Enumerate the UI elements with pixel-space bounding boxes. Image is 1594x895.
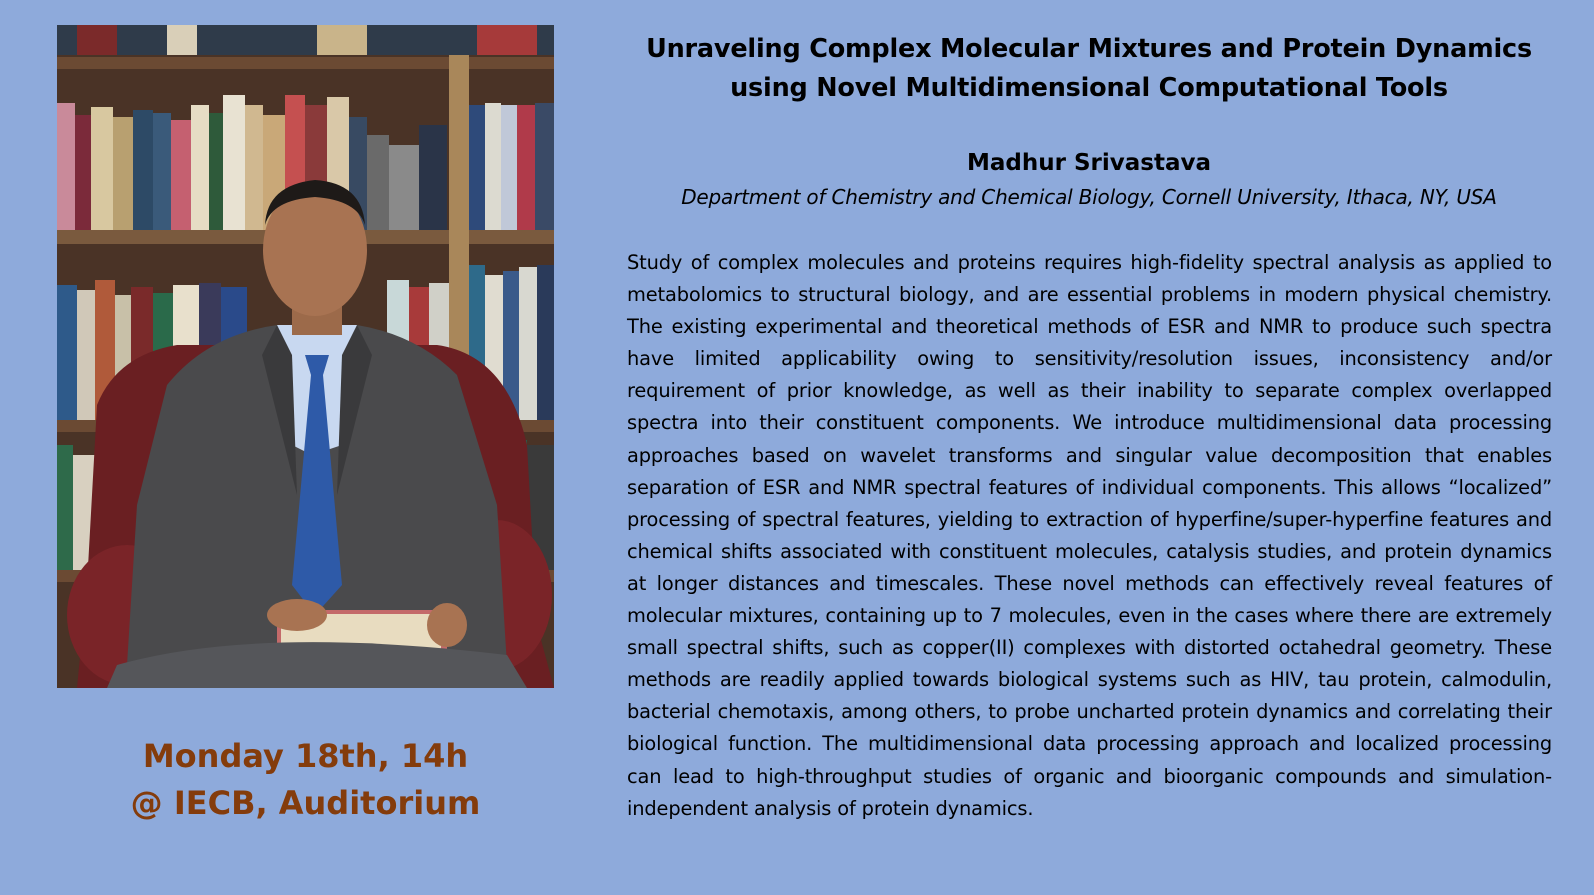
event-date-time: Monday 18th, 14h xyxy=(142,737,469,775)
talk-title-line-1: Unraveling Complex Molecular Mixtures and Protein Dynamics xyxy=(646,34,1532,64)
event-location: @ IECB, Auditorium xyxy=(130,784,481,822)
event-info xyxy=(57,733,554,827)
talk-title xyxy=(612,30,1566,108)
talk-title-line-2: using Novel Multidimensional Computational Tools xyxy=(730,73,1448,103)
speaker-photo xyxy=(57,25,554,688)
abstract-text: Study of complex molecules and proteins requires high-fidelity spectral analysis as applied to metabolomics to structural biology, and are essential problems in modern physical chemistry. The existing experimental and theoretical methods of ESR and NMR to produce such spectra have limited applicability owing to sensitivity/resolution issues, inconsistency and/or requirement of prior knowledge, as well as their inability to separate complex overlapped spectra into their constituent components. We introduce multidimensional data processing approaches based on wavelet transforms and singular value decomposition that enables separation of ESR and NMR spectral features of individual components. This allows “localized” processing of spectral features, yielding to extraction of hyperfine/super-hyperfine features and chemical shifts associated with constituent molecules, catalysis studies, and protein dynamics at longer distances and timescales. These novel methods can effectively reveal features of molecular mixtures, containing up to 7 molecules, even in the cases where there are extremely small spectral shifts, such as copper(II) complexes with distorted octahedral geometry. These methods are readily applied towards biological systems such as HIV, tau protein, calmodulin, bacterial chemotaxis, among others, to probe uncharted protein dynamics and correlating their biological function. The multidimensional data processing approach and localized processing can lead to high-throughput studies of organic and bioorganic compounds and simulation-independent analysis of protein dynamics. xyxy=(627,251,1552,820)
speaker-name: Madhur Srivastava xyxy=(967,150,1211,176)
speaker-affiliation: Department of Chemistry and Chemical Biology, Cornell University, Ithaca, NY, USA xyxy=(681,185,1497,209)
